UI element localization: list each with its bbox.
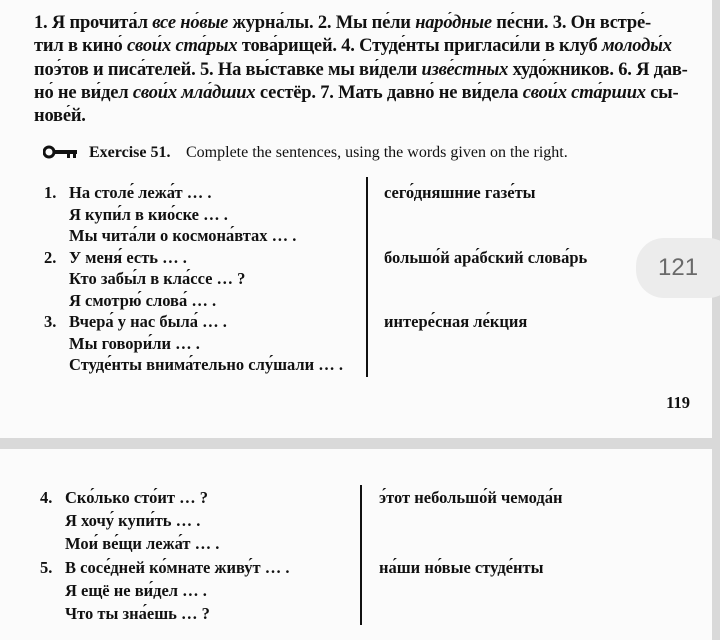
sentence-text: Мои́ ве́щи лежа́т … . — [65, 534, 220, 554]
given-words: э́тот небольшо́й чемода́н — [379, 488, 563, 507]
item-number: 1. — [44, 183, 57, 202]
sentence-text: Я хочу́ купи́ть … . — [65, 511, 201, 531]
given-words: на́ши но́вые студе́нты — [379, 557, 544, 577]
sentence-text: У меня́ есть … . — [69, 247, 187, 267]
italic-phrase: молоды́х — [601, 36, 672, 57]
paragraph-text: сестёр. 7. Мать давно́ не ви́дела — [255, 82, 523, 103]
item-number: 5. — [40, 557, 53, 577]
paragraph-text: 1. Я прочита́л — [34, 13, 153, 33]
sentence-text: Вчера́ у нас была́ … . — [69, 312, 227, 331]
paragraph-line — [34, 59, 692, 82]
item-number: 3. — [44, 312, 57, 331]
paragraph-text: но́ не ви́дел — [34, 82, 133, 103]
paragraph-line — [34, 82, 692, 105]
italic-phrase: свои́х мла́дших — [132, 82, 256, 103]
paragraph-line — [34, 35, 692, 58]
sentence-text: Я ещё не ви́дел … . — [65, 580, 207, 600]
exercise-50-paragraph — [34, 12, 692, 128]
paragraph-text: пе́сни. 3. Он встре́- — [491, 13, 651, 33]
italic-phrase: все но́вые — [152, 13, 229, 33]
key-icon — [43, 144, 79, 160]
sentence-text: Что ты зна́ешь … ? — [65, 604, 210, 623]
paragraph-line — [34, 105, 692, 128]
sentence-text: Мы чита́ли о космона́втах … . — [69, 226, 297, 245]
sentence-text: В сосе́дней ко́мнате живу́т … . — [65, 557, 290, 577]
given-words: интере́сная ле́кция — [384, 312, 528, 331]
paragraph-text: нове́й. — [34, 106, 86, 127]
exercise-title: Exercise 51. — [89, 144, 171, 161]
given-words: сего́дняшние газе́ты — [384, 183, 536, 202]
paragraph-line — [34, 12, 692, 35]
given-words: большо́й ара́бский слова́рь — [384, 247, 588, 267]
paragraph-text: журна́лы. 2. Мы пе́ли — [228, 13, 416, 33]
item-number: 2. — [44, 247, 57, 267]
paragraph-text: сы- — [645, 82, 679, 103]
sentence-text: Ско́лько сто́ит … ? — [65, 488, 208, 507]
sentence-text: Я смотрю́ слова́ … . — [69, 290, 217, 310]
page-number: 119 — [666, 393, 690, 412]
sentence-text: Я купи́л в кио́ске … . — [69, 204, 228, 224]
paragraph-text: това́рищей. 4. Студе́нты пригласи́ли в клуб — [237, 36, 602, 57]
page-indicator-badge: 121 — [636, 238, 720, 298]
italic-phrase: свои́х ста́рших — [522, 82, 646, 103]
italic-phrase: свои́х ста́рых — [127, 36, 238, 57]
paragraph-text: тил в кино́ — [34, 36, 128, 57]
item-number: 4. — [40, 488, 53, 507]
paragraph-text: поэ́тов и писа́телей. 5. На вы́ставке мы ви́дели — [34, 59, 422, 80]
sentence-text: Мы говори́ли … . — [69, 333, 200, 353]
sentence-text: Кто забы́л в кла́ссе … ? — [69, 269, 246, 288]
textbook-page-bottom — [0, 449, 712, 640]
italic-phrase: изве́стных — [421, 59, 509, 80]
exercise-instruction: Complete the sentences, using the words given on the right. — [186, 144, 568, 161]
column-divider — [360, 485, 362, 625]
sentence-text: Студе́нты внима́тельно слу́шали … . — [69, 355, 344, 374]
sentence-text: На столе́ лежа́т … . — [69, 183, 212, 202]
paragraph-text: худо́жников. 6. Я дав- — [508, 59, 688, 80]
italic-phrase: наро́дные — [415, 13, 492, 33]
column-divider — [366, 177, 368, 377]
